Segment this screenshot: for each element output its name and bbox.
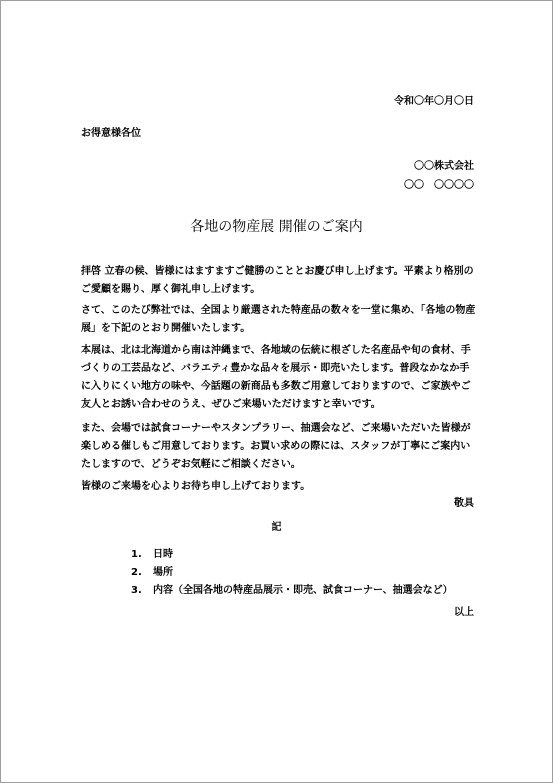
list-item-text: 場所 (153, 567, 173, 578)
letter-title: 各地の物産展 開催のご案内 (190, 219, 363, 235)
end-mark: 以上 (454, 607, 474, 618)
list-item-number: 1. (131, 549, 142, 560)
sender-company: 〇〇株式会社 (414, 161, 474, 172)
recipient: お得意様各位 (81, 128, 141, 139)
item-list (131, 546, 453, 600)
list-item (131, 582, 453, 600)
sender-person: 〇〇 〇〇〇〇 (404, 180, 474, 191)
closing-keigu: 敬具 (454, 498, 474, 509)
list-item-text: 内容（全国各地の特産品展示・即売、試食コーナー、抽選会など） (153, 585, 453, 596)
list-item-text: 日時 (153, 549, 173, 560)
body-paragraph-announcement: さて、このたび弊社では、全国より厳選された特産品の数々を一堂に集め、「各地の物産展」を下記のとおり開催いたします。 (81, 305, 476, 334)
ki-heading: 記 (271, 522, 282, 533)
list-item (131, 564, 453, 582)
letter-date: 令和〇年〇月〇日 (394, 96, 474, 107)
body-paragraph-invitation: 皆様のご来場を心よりお待ち申し上げております。 (81, 481, 311, 492)
list-item-number: 3. (131, 585, 142, 596)
list-item-number: 2. (131, 567, 142, 578)
body-paragraph-greeting: 拝啓 立春の候、皆様にはますますご健勝のこととお慶び申し上げます。平素より格別のご愛顧を賜り、厚く御礼申し上げます。 (81, 266, 474, 295)
list-item (131, 546, 453, 564)
body-paragraph-details: 本展は、北は北海道から南は沖縄まで、各地域の伝統に根ざした名産品や旬の食材、手づくりの工芸品など、バラエティ豊かな品々を展示・即売いたします。普段なかなか手に入りにくい地方の味や、今話題の新商品も多数ご用意しておりますので、ご家族やご友人とお誘い合わせのうえ、ぜひご来場いただけますと幸いです。 (81, 345, 471, 410)
body-paragraph-events: また、会場では試食コーナーやスタンプラリー、抽選会など、ご来場いただいた皆様が楽しめる催しもご用意しております。お買い求めの際には、スタッフが丁寧にご案内いたしますので、どうぞお気軽にご相談ください。 (81, 423, 471, 470)
